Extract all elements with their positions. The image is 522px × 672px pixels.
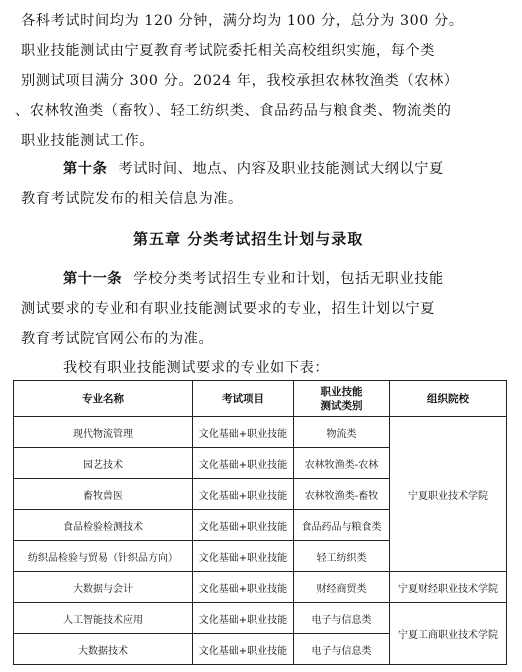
cell-major: 大数据技术	[14, 634, 193, 665]
cell-major: 现代物流管理	[14, 417, 193, 448]
cell-exam: 文化基础+职业技能	[193, 572, 294, 603]
chapter-heading: 第五章 分类考试招生计划与录取	[133, 230, 364, 248]
article-11-line	[63, 268, 444, 288]
cell-category: 财经商贸类	[294, 572, 390, 603]
paragraph-line: 、农林牧渔类（畜牧）、轻工纺织类、食品药品与粮食类、物流类的	[15, 103, 452, 119]
major-table	[13, 380, 507, 665]
paragraph-line: 别测试项目满分 300 分。2024 年，我校承担农林牧渔类（农林）	[21, 73, 459, 89]
table-row	[14, 603, 507, 634]
cell-exam: 文化基础+职业技能	[193, 417, 294, 448]
cell-exam: 文化基础+职业技能	[193, 603, 294, 634]
cell-category: 电子与信息类	[294, 634, 390, 665]
article-10-line	[63, 158, 444, 178]
article-10-line-2: 教育考试院发布的相关信息为准。	[21, 191, 243, 207]
article-11-line-2: 测试要求的专业和有职业技能测试要求的专业，招生计划以宁夏	[21, 301, 436, 317]
article-11-text: 学校分类考试招生专业和计划，包括无职业技能	[133, 271, 444, 287]
header-category	[294, 381, 390, 417]
paragraph-line: 职业技能测试工作。	[21, 133, 155, 149]
cell-major: 园艺技术	[14, 448, 193, 479]
table-header-row	[14, 381, 507, 417]
cell-category: 物流类	[294, 417, 390, 448]
cell-org: 宁夏工商职业技术学院	[390, 603, 507, 665]
header-exam: 考试项目	[193, 381, 294, 417]
cell-exam: 文化基础+职业技能	[193, 479, 294, 510]
paragraph-line: 职业技能测试由宁夏教育考试院委托相关高校组织实施，每个类	[21, 43, 436, 59]
cell-category: 电子与信息类	[294, 603, 390, 634]
table-row	[14, 572, 507, 603]
cell-major: 纺织品检验与贸易（针织品方向）	[14, 541, 193, 572]
cell-major: 食品检验检测技术	[14, 510, 193, 541]
header-org: 组织院校	[390, 381, 507, 417]
cell-category: 农林牧渔类-农林	[294, 448, 390, 479]
article-10-label: 第十条	[63, 161, 108, 177]
table-row	[14, 417, 507, 448]
paragraph-line: 各科考试时间均为 120 分钟，满分均为 100 分，总分为 300 分。	[21, 13, 464, 29]
cell-category: 轻工纺织类	[294, 541, 390, 572]
cell-category: 农林牧渔类-畜牧	[294, 479, 390, 510]
cell-exam: 文化基础+职业技能	[193, 541, 294, 572]
cell-category: 食品药品与粮食类	[294, 510, 390, 541]
cell-major: 人工智能技术应用	[14, 603, 193, 634]
cell-exam: 文化基础+职业技能	[193, 510, 294, 541]
cell-org: 宁夏职业技术学院	[390, 417, 507, 572]
cell-exam: 文化基础+职业技能	[193, 448, 294, 479]
cell-major: 畜牧兽医	[14, 479, 193, 510]
header-major: 专业名称	[14, 381, 193, 417]
article-10-text: 考试时间、地点、内容及职业技能测试大纲以宁夏	[118, 161, 444, 177]
article-11-label: 第十一条	[63, 271, 123, 287]
table-intro: 我校有职业技能测试要求的专业如下表：	[63, 360, 330, 376]
cell-major: 大数据与会计	[14, 572, 193, 603]
cell-org: 宁夏财经职业技术学院	[390, 572, 507, 603]
cell-exam: 文化基础+职业技能	[193, 634, 294, 665]
article-11-line-3: 教育考试院官网公布的为准。	[21, 331, 214, 347]
header-category-text: 职业技能 测试类别	[320, 385, 363, 412]
